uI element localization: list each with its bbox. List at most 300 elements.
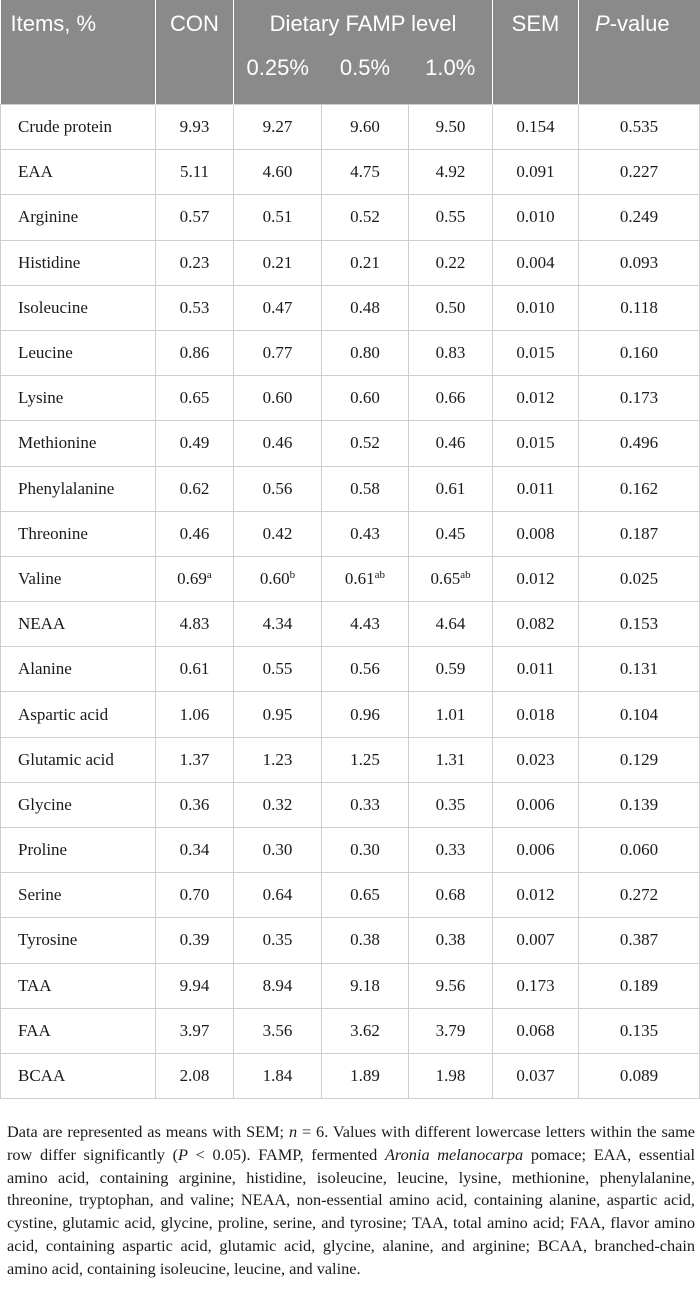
cell-level-3-value: 1.01	[435, 704, 466, 724]
cell-level-2	[322, 963, 409, 1008]
cell-con	[156, 466, 234, 511]
table-row	[1, 918, 700, 963]
footnote-species: Aronia melanocarpa	[384, 1144, 524, 1164]
cell-level-3	[409, 647, 493, 692]
cell-level-3	[409, 1008, 493, 1053]
cell-sem	[493, 195, 579, 240]
cell-level-2	[322, 330, 409, 375]
cell-p-value	[579, 918, 700, 963]
cell-sem	[493, 1008, 579, 1053]
cell-p-value	[579, 602, 700, 647]
table-row	[1, 376, 700, 421]
cell-sem-value: 0.012	[516, 388, 555, 408]
cell-level-3-value: 0.66	[435, 388, 466, 408]
footnote-text-3: < 0.05). FAMP, fermented	[188, 1144, 385, 1164]
cell-sem-value: 0.006	[516, 840, 555, 860]
cell-con-value: 1.37	[179, 749, 210, 769]
table-row	[1, 330, 700, 375]
table-row	[1, 105, 700, 150]
cell-sem	[493, 150, 579, 195]
cell-level-1	[234, 918, 322, 963]
table-row	[1, 285, 700, 330]
cell-p-value-value: 0.129	[619, 749, 659, 769]
cell-level-2-value: 0.48	[350, 297, 380, 317]
cell-item	[1, 376, 156, 421]
cell-item-value: Aspartic acid	[18, 704, 109, 724]
table-row	[1, 1008, 700, 1053]
cell-sem	[493, 330, 579, 375]
cell-level-3-value: 0.55	[435, 207, 466, 227]
cell-sem-value: 0.015	[516, 433, 555, 453]
table-row	[1, 963, 700, 1008]
cell-p-value-value: 0.089	[619, 1066, 659, 1086]
cell-sem	[493, 511, 579, 556]
header-p-suffix: -value	[609, 10, 670, 36]
cell-item	[1, 828, 156, 873]
cell-p-value	[579, 737, 700, 782]
cell-level-2	[322, 1053, 409, 1098]
cell-p-value-value: 0.496	[619, 433, 659, 453]
footnote-n-italic: n	[288, 1122, 298, 1141]
cell-con	[156, 330, 234, 375]
cell-con-value: 0.46	[179, 523, 210, 543]
table-row	[1, 782, 700, 827]
cell-con-value: 0.34	[179, 840, 210, 860]
cell-level-2	[322, 918, 409, 963]
cell-item	[1, 150, 156, 195]
header-sem: SEM	[493, 0, 579, 47]
cell-level-2-value: 0.43	[350, 523, 380, 543]
cell-level-1-value: 0.60	[262, 388, 293, 408]
cell-sem	[493, 782, 579, 827]
header-con: CON	[156, 0, 234, 47]
cell-level-2	[322, 828, 409, 873]
header-level-3: 1.0%	[409, 47, 493, 105]
table-row	[1, 737, 700, 782]
cell-level-2	[322, 150, 409, 195]
footnote-text-2: = 6. Values with different lowercase letters within the same row differ significantly (	[7, 1122, 695, 1164]
cell-level-2-value: 0.30	[350, 840, 380, 860]
cell-level-1-value: 0.32	[262, 794, 293, 814]
cell-item-value: Proline	[18, 840, 68, 860]
cell-level-2	[322, 602, 409, 647]
cell-con	[156, 918, 234, 963]
cell-item-value: Histidine	[18, 252, 81, 272]
cell-level-2-value: 0.52	[350, 207, 380, 227]
cell-item-value: Phenylalanine	[18, 478, 115, 498]
cell-sem	[493, 421, 579, 466]
cell-sem-value: 0.007	[516, 930, 555, 950]
cell-level-2-value: 0.60	[350, 388, 380, 408]
table-row	[1, 873, 700, 918]
footnote-p-italic: P	[178, 1144, 188, 1164]
cell-item	[1, 466, 156, 511]
cell-sem	[493, 466, 579, 511]
cell-level-2-value: 0.21	[350, 252, 380, 272]
cell-level-1-value: 0.55	[262, 659, 293, 679]
cell-level-1-value: 1.23	[262, 749, 293, 769]
cell-level-2	[322, 195, 409, 240]
header-dietary-famp-level: Dietary FAMP level	[234, 0, 493, 47]
cell-con	[156, 1008, 234, 1053]
cell-level-3	[409, 376, 493, 421]
cell-level-1	[234, 1053, 322, 1098]
cell-p-value-value: 0.135	[619, 1020, 659, 1040]
cell-sem	[493, 285, 579, 330]
cell-sem-value: 0.004	[516, 252, 555, 272]
cell-con	[156, 692, 234, 737]
table-row	[1, 511, 700, 556]
cell-p-value	[579, 330, 700, 375]
cell-level-3	[409, 240, 493, 285]
cell-p-value	[579, 285, 700, 330]
cell-p-value	[579, 647, 700, 692]
table-row	[1, 828, 700, 873]
cell-item	[1, 240, 156, 285]
cell-con-value: 0.57	[179, 207, 210, 227]
cell-p-value	[579, 421, 700, 466]
cell-level-3-value: 0.45	[435, 523, 466, 543]
cell-item	[1, 105, 156, 150]
cell-level-1-value: 0.42	[262, 523, 293, 543]
header-p-value	[579, 0, 700, 47]
cell-con-value: 3.97	[179, 1020, 210, 1040]
cell-con	[156, 828, 234, 873]
cell-level-1	[234, 150, 322, 195]
table-row	[1, 602, 700, 647]
cell-level-1	[234, 873, 322, 918]
cell-sem-value: 0.011	[516, 659, 555, 679]
cell-level-3-value: 0.59	[435, 659, 466, 679]
cell-level-2-value: 0.56	[350, 659, 380, 679]
table-row	[1, 692, 700, 737]
cell-p-value-value: 0.060	[619, 840, 659, 860]
cell-item	[1, 1008, 156, 1053]
table-footnote	[7, 1121, 695, 1281]
cell-item	[1, 918, 156, 963]
cell-level-3-value: 3.79	[435, 1020, 466, 1040]
cell-level-3	[409, 1053, 493, 1098]
cell-level-1	[234, 511, 322, 556]
cell-level-3	[409, 195, 493, 240]
cell-p-value-value: 0.187	[619, 523, 659, 543]
cell-level-3-value: 1.98	[435, 1066, 466, 1086]
cell-p-value-value: 0.093	[619, 252, 659, 272]
cell-level-1-value: 0.77	[262, 343, 293, 363]
cell-level-3	[409, 105, 493, 150]
cell-p-value	[579, 150, 700, 195]
cell-level-2	[322, 511, 409, 556]
cell-level-1-value: 0.35	[262, 930, 293, 950]
cell-con	[156, 105, 234, 150]
cell-sem-value: 0.012	[516, 885, 555, 905]
cell-level-3-value: 0.65	[430, 568, 461, 588]
cell-con-value: 0.36	[179, 794, 210, 814]
cell-con-value: 0.69	[177, 568, 207, 588]
cell-sem	[493, 828, 579, 873]
cell-item-value: Arginine	[18, 207, 79, 227]
cell-item-value: Glycine	[18, 794, 72, 814]
table-row	[1, 466, 700, 511]
cell-level-3	[409, 285, 493, 330]
cell-con-value: 0.39	[179, 930, 210, 950]
cell-sem-value: 0.006	[516, 794, 555, 814]
cell-level-2	[322, 556, 409, 601]
cell-p-value	[579, 828, 700, 873]
cell-level-3	[409, 963, 493, 1008]
cell-level-2	[322, 376, 409, 421]
cell-level-1	[234, 466, 322, 511]
cell-sem-value: 0.011	[516, 478, 555, 498]
cell-level-3-value: 0.68	[435, 885, 466, 905]
cell-item	[1, 737, 156, 782]
cell-level-3-value: 0.33	[435, 840, 466, 860]
cell-p-value	[579, 240, 700, 285]
cell-level-2-value: 9.18	[350, 975, 380, 995]
cell-level-1	[234, 647, 322, 692]
cell-level-1-value: 8.94	[262, 975, 293, 995]
cell-sem	[493, 240, 579, 285]
cell-level-2-value: 0.61	[344, 568, 375, 588]
cell-p-value-value: 0.227	[619, 162, 659, 182]
cell-item-value: Valine	[18, 568, 62, 588]
cell-sem-value: 0.018	[516, 704, 555, 724]
cell-level-1	[234, 376, 322, 421]
cell-con-value: 0.53	[179, 297, 210, 317]
significance-letter: a	[206, 568, 212, 581]
cell-item-value: Serine	[18, 885, 62, 905]
cell-item-value: Threonine	[18, 523, 88, 543]
cell-level-3	[409, 150, 493, 195]
cell-p-value-value: 0.131	[619, 659, 659, 679]
cell-sem	[493, 1053, 579, 1098]
footnote-text-4: pomace; EAA, essential amino acid, containing arginine, histidine, isoleucine, leucine, lysine, methionine, phenylalanine, threonine, tryptophan, and valine; NEAA, non-essential amino acid, containing alanine, aspartic acid, cystine, glutamic acid, glycine, proline, serine, and tyrosine; TAA, total amino acid; FAA, flavor amino acid, containing aspartic acid, glutamic acid, glycine, alanine, and arginine; BCAA, branched-chain amino acid, containing isoleucine, leucine, and valine.	[7, 1144, 695, 1278]
cell-con	[156, 150, 234, 195]
header-empty-items	[1, 47, 156, 105]
cell-level-3	[409, 556, 493, 601]
cell-item-value: BCAA	[18, 1066, 66, 1086]
cell-p-value	[579, 1053, 700, 1098]
cell-level-2	[322, 466, 409, 511]
cell-level-3	[409, 330, 493, 375]
cell-sem-value: 0.154	[516, 117, 555, 137]
cell-con	[156, 737, 234, 782]
cell-level-1	[234, 330, 322, 375]
cell-sem-value: 0.010	[516, 297, 555, 317]
table-row	[1, 1053, 700, 1098]
cell-item	[1, 647, 156, 692]
cell-item	[1, 782, 156, 827]
cell-level-3	[409, 511, 493, 556]
cell-level-1-value: 0.95	[262, 704, 293, 724]
cell-p-value-value: 0.162	[619, 478, 659, 498]
cell-item	[1, 195, 156, 240]
cell-level-1-value: 3.56	[262, 1020, 293, 1040]
cell-con	[156, 963, 234, 1008]
table-row	[1, 647, 700, 692]
significance-letter: b	[289, 568, 296, 581]
cell-level-1	[234, 285, 322, 330]
cell-level-2	[322, 240, 409, 285]
cell-p-value	[579, 105, 700, 150]
cell-level-1-value: 0.64	[262, 885, 293, 905]
cell-con-value: 0.65	[179, 388, 210, 408]
table-header	[1, 0, 700, 105]
cell-item	[1, 602, 156, 647]
cell-con	[156, 195, 234, 240]
cell-p-value-value: 0.249	[619, 207, 659, 227]
cell-level-1	[234, 1008, 322, 1053]
cell-p-value	[579, 873, 700, 918]
cell-item	[1, 511, 156, 556]
cell-level-3-value: 4.64	[435, 614, 466, 634]
header-empty-p	[579, 47, 700, 105]
cell-con-value: 9.93	[179, 117, 210, 137]
cell-level-2	[322, 105, 409, 150]
cell-con-value: 0.61	[179, 659, 210, 679]
footnote-text-1: Data are represented as means with SEM;	[7, 1122, 289, 1141]
cell-level-2	[322, 1008, 409, 1053]
cell-item	[1, 873, 156, 918]
cell-sem-value: 0.010	[516, 207, 555, 227]
significance-letter: ab	[374, 568, 386, 581]
cell-item-value: Methionine	[18, 433, 97, 453]
cell-p-value	[579, 556, 700, 601]
table-row	[1, 240, 700, 285]
cell-level-2	[322, 782, 409, 827]
cell-sem-value: 0.082	[516, 614, 555, 634]
cell-item-value: Crude protein	[18, 117, 112, 137]
cell-level-1-value: 0.46	[262, 433, 293, 453]
cell-con-value: 9.94	[179, 975, 210, 995]
cell-con	[156, 1053, 234, 1098]
cell-sem-value: 0.023	[516, 749, 555, 769]
cell-sem	[493, 602, 579, 647]
cell-level-2-value: 3.62	[350, 1020, 380, 1040]
cell-level-2	[322, 647, 409, 692]
cell-con-value: 1.06	[179, 704, 210, 724]
cell-sem	[493, 105, 579, 150]
cell-con-value: 0.62	[179, 478, 210, 498]
cell-sem	[493, 873, 579, 918]
cell-level-2-value: 4.43	[350, 614, 380, 634]
cell-level-2-value: 1.89	[350, 1066, 380, 1086]
cell-level-3-value: 4.92	[435, 162, 466, 182]
cell-p-value-value: 0.535	[619, 117, 659, 137]
cell-level-3-value: 0.38	[435, 930, 466, 950]
cell-con	[156, 285, 234, 330]
cell-item-value: Glutamic acid	[18, 749, 114, 769]
cell-con-value: 0.23	[179, 252, 210, 272]
cell-level-2-value: 0.38	[350, 930, 380, 950]
cell-item	[1, 330, 156, 375]
table-row	[1, 421, 700, 466]
cell-level-2-value: 1.25	[350, 749, 380, 769]
table-row	[1, 556, 700, 601]
cell-item-value: FAA	[18, 1020, 51, 1040]
cell-level-3	[409, 421, 493, 466]
cell-level-1	[234, 963, 322, 1008]
cell-level-3-value: 0.50	[435, 297, 466, 317]
cell-item-value: NEAA	[18, 614, 66, 634]
cell-level-1-value: 0.47	[262, 297, 293, 317]
cell-level-2	[322, 873, 409, 918]
table-body	[1, 105, 700, 1099]
cell-level-2	[322, 692, 409, 737]
cell-con	[156, 556, 234, 601]
cell-sem	[493, 647, 579, 692]
cell-con	[156, 647, 234, 692]
cell-level-3-value: 0.35	[435, 794, 466, 814]
cell-p-value-value: 0.387	[619, 930, 659, 950]
cell-item	[1, 963, 156, 1008]
header-level-1: 0.25%	[234, 47, 322, 105]
cell-item	[1, 1053, 156, 1098]
cell-con-value: 0.86	[179, 343, 210, 363]
cell-sem-value: 0.015	[516, 343, 555, 363]
cell-level-3	[409, 737, 493, 782]
cell-level-2	[322, 285, 409, 330]
header-empty-con	[156, 47, 234, 105]
cell-con-value: 4.83	[179, 614, 210, 634]
cell-con-value: 2.08	[179, 1066, 210, 1086]
cell-level-1	[234, 828, 322, 873]
cell-p-value	[579, 466, 700, 511]
cell-sem-value: 0.037	[516, 1066, 555, 1086]
cell-level-1	[234, 195, 322, 240]
cell-item-value: Isoleucine	[18, 297, 88, 317]
cell-con	[156, 873, 234, 918]
cell-p-value-value: 0.139	[619, 794, 659, 814]
cell-level-2-value: 0.65	[350, 885, 380, 905]
significance-letter: ab	[460, 568, 471, 581]
cell-level-1	[234, 556, 322, 601]
cell-level-3	[409, 918, 493, 963]
cell-level-1	[234, 782, 322, 827]
cell-level-3-value: 9.56	[435, 975, 466, 995]
cell-level-1-value: 4.34	[262, 614, 293, 634]
table-row	[1, 150, 700, 195]
cell-level-1	[234, 240, 322, 285]
cell-level-2-value: 0.33	[350, 794, 380, 814]
cell-con-value: 5.11	[179, 162, 210, 182]
cell-p-value-value: 0.118	[620, 297, 658, 317]
cell-p-value	[579, 1008, 700, 1053]
cell-level-2-value: 0.58	[350, 478, 380, 498]
cell-level-3-value: 0.46	[435, 433, 466, 453]
cell-sem-value: 0.008	[516, 523, 555, 543]
cell-p-value-value: 0.173	[619, 388, 659, 408]
cell-sem	[493, 556, 579, 601]
cell-sem	[493, 737, 579, 782]
cell-level-1-value: 1.84	[262, 1066, 293, 1086]
cell-item-value: Tyrosine	[18, 930, 78, 950]
cell-sem	[493, 692, 579, 737]
cell-p-value	[579, 963, 700, 1008]
cell-item-value: Lysine	[18, 388, 64, 408]
cell-level-3	[409, 692, 493, 737]
cell-level-3	[409, 602, 493, 647]
cell-level-1	[234, 737, 322, 782]
cell-item	[1, 421, 156, 466]
cell-level-3-value: 0.61	[435, 478, 466, 498]
cell-level-3-value: 9.50	[435, 117, 466, 137]
cell-con	[156, 602, 234, 647]
cell-level-3	[409, 828, 493, 873]
cell-p-value-value: 0.104	[619, 704, 659, 724]
cell-level-3	[409, 782, 493, 827]
cell-p-value-value: 0.272	[619, 885, 659, 905]
